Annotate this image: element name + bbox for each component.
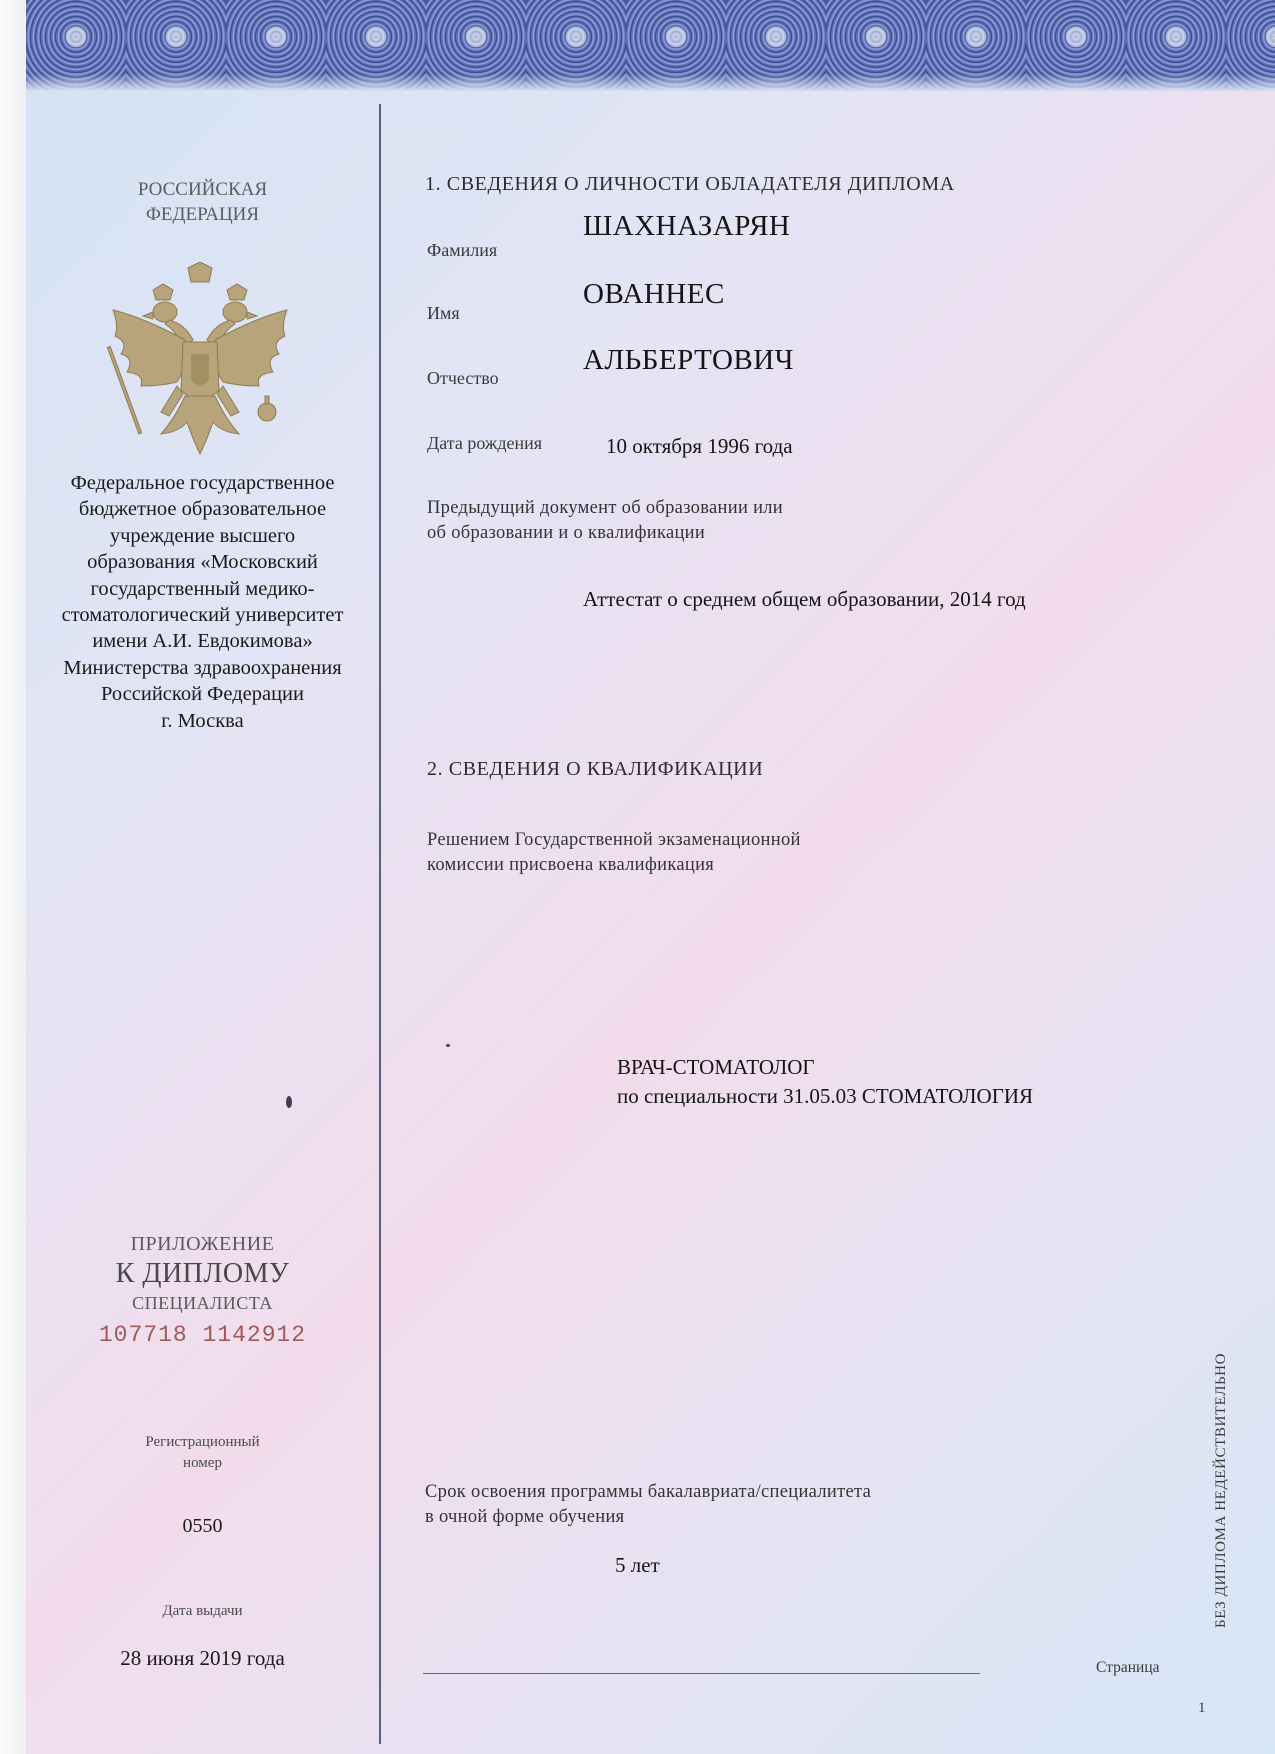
study-term-label-line: Срок освоения программы бакалавриата/специалитета <box>425 1482 872 1502</box>
institution-line: образования «Московский <box>87 551 318 574</box>
commission-decision-line: комиссии присвоена квалификация <box>427 855 715 875</box>
column-divider <box>379 104 381 1744</box>
study-term-label <box>425 1480 871 1530</box>
institution-line: учреждение высшего <box>109 524 296 547</box>
appendix-title <box>30 1230 375 1348</box>
institution-line: Российской Федерации <box>101 683 304 706</box>
registration-number: 0550 <box>182 1515 223 1537</box>
registration-label-line: номер <box>183 1455 222 1471</box>
paper-left-edge <box>0 0 26 1754</box>
double-headed-eagle-emblem <box>105 262 295 462</box>
paper-speck <box>446 1044 450 1047</box>
birth-date-value: 10 октября 1996 года <box>606 434 793 458</box>
birth-date-label: Дата рождения <box>427 433 543 453</box>
appendix-line: К ДИПЛОМУ <box>115 1258 290 1289</box>
commission-decision-text <box>427 828 801 878</box>
name-label: Имя <box>427 303 460 323</box>
study-term-value: 5 лет <box>615 1553 660 1577</box>
appendix-line: ПРИЛОЖЕНИЕ <box>130 1233 275 1255</box>
qualification-block <box>617 1053 1033 1111</box>
name-value: ОВАННЕС <box>583 278 725 310</box>
section2-title: 2. СВЕДЕНИЯ О КВАЛИФИКАЦИИ <box>427 758 764 780</box>
country-line: РОССИЙСКАЯ <box>137 179 268 200</box>
institution-line: Министерства здравоохранения <box>63 656 342 679</box>
institution-line: г. Москва <box>161 709 244 732</box>
patronymic-label: Отчество <box>427 368 499 388</box>
institution-line: имени А.И. Евдокимова» <box>92 630 313 653</box>
country-line: ФЕДЕРАЦИЯ <box>145 204 260 225</box>
commission-decision-line: Решением Государственной экзаменационной <box>427 830 801 850</box>
appendix-number: 107718 1142912 <box>98 1322 307 1348</box>
qualification-title: ВРАЧ-СТОМАТОЛОГ <box>617 1055 815 1079</box>
registration-label-line: Регистрационный <box>145 1434 260 1450</box>
surname-label: Фамилия <box>427 240 498 260</box>
institution-line: стоматологический университет <box>61 604 344 627</box>
appendix-line: СПЕЦИАЛИСТА <box>132 1293 273 1313</box>
institution-line: государственный медико- <box>90 577 315 600</box>
surname-value: ШАХНАЗАРЯН <box>583 210 791 242</box>
study-term-label-line: в очной форме обучения <box>425 1507 625 1527</box>
institution-line: бюджетное образовательное <box>78 498 327 521</box>
issue-date-label: Дата выдачи <box>162 1603 243 1619</box>
patronymic-value: АЛЬБЕРТОВИЧ <box>583 344 795 376</box>
section1-title: 1. СВЕДЕНИЯ О ЛИЧНОСТИ ОБЛАДАТЕЛЯ ДИПЛОМА <box>425 173 955 195</box>
previous-document-value: Аттестат о среднем общем образовании, 2014 год <box>583 587 1026 611</box>
previous-document-label-line: об образовании и о квалификации <box>427 523 706 543</box>
registration-label <box>30 1432 375 1474</box>
validity-note: БЕЗ ДИПЛОМА НЕДЕЙСТВИТЕЛЬНО <box>1213 1352 1229 1628</box>
institution-name <box>30 470 375 734</box>
previous-document-label-line: Предыдущий документ об образовании или <box>427 498 783 518</box>
page-number: 1 <box>1198 1700 1206 1716</box>
specialty-text: по специальности 31.05.03 СТОМАТОЛОГИЯ <box>617 1084 1034 1108</box>
signature-line <box>423 1673 980 1674</box>
paper-speck <box>286 1096 292 1108</box>
guilloche-border-fade <box>26 74 1275 92</box>
issue-date: 28 июня 2019 года <box>120 1646 285 1670</box>
institution-line: Федеральное государственное <box>70 472 335 494</box>
country-name <box>30 177 375 227</box>
page-label: Страница <box>1096 1659 1160 1676</box>
previous-document-label <box>427 496 783 546</box>
